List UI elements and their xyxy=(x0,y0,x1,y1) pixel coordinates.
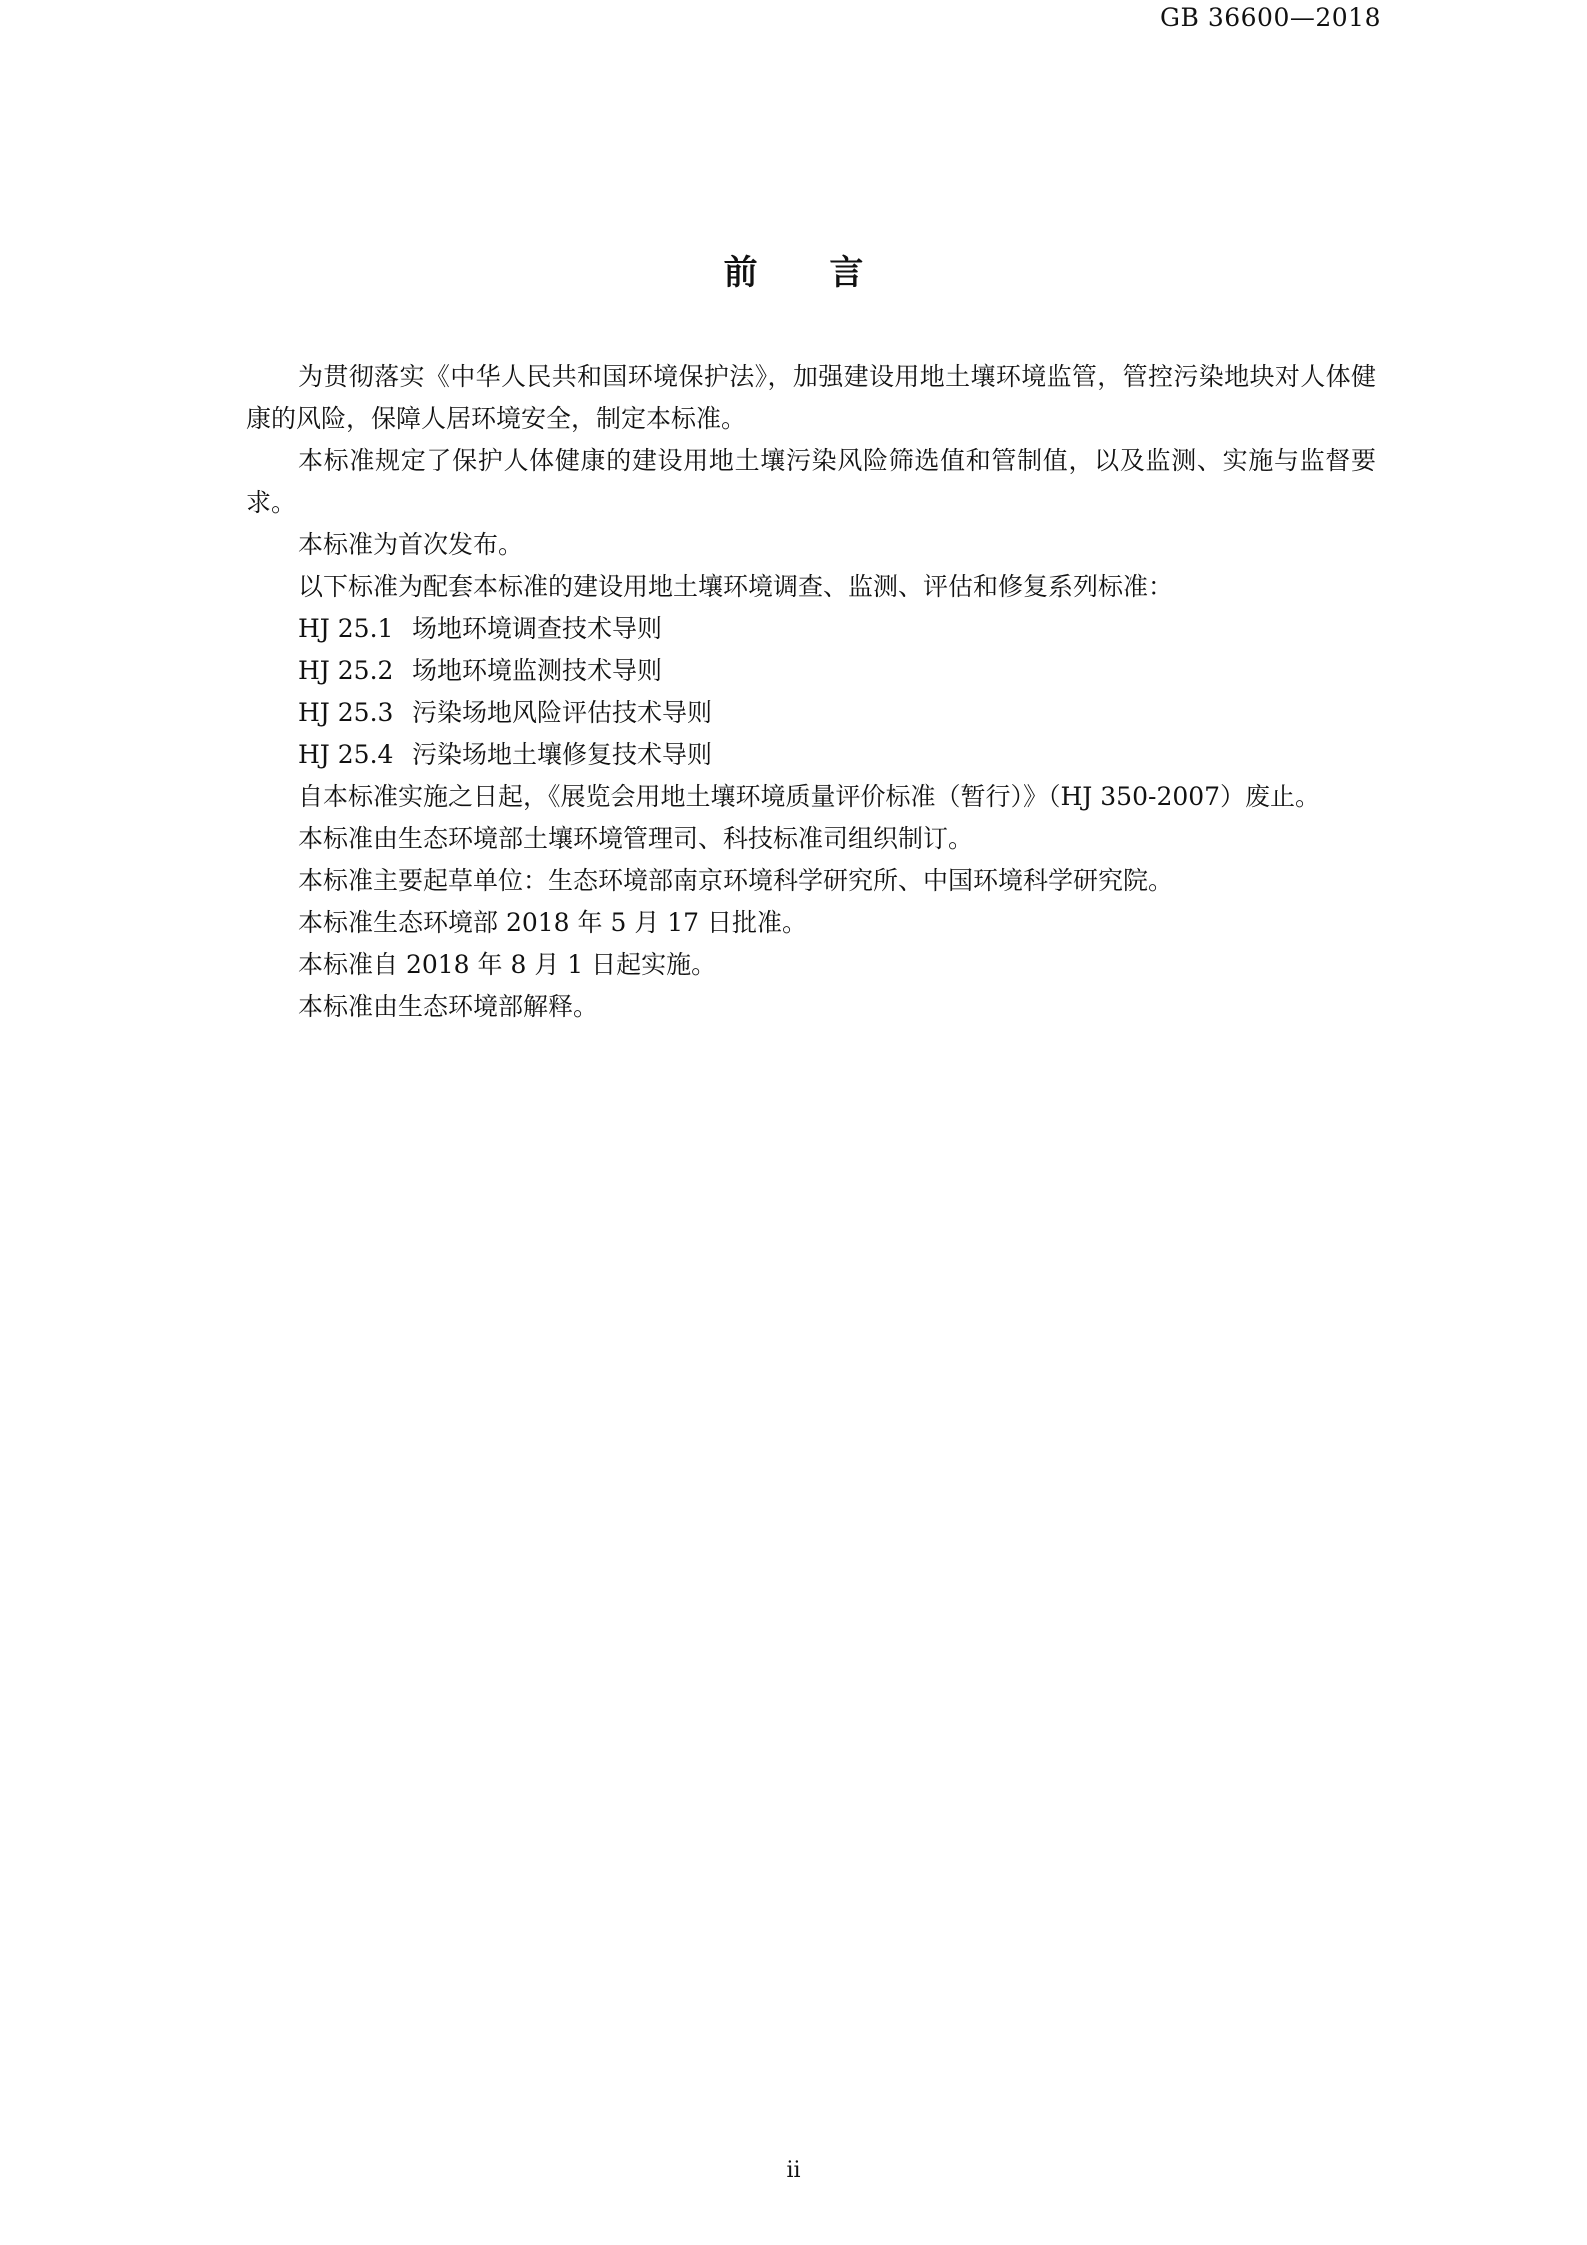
paragraph-scope: 本标准规定了保护人体健康的建设用地土壤污染风险筛选值和管制值，以及监测、实施与监督要求。 xyxy=(246,446,1376,517)
standard-code: HJ 25.2 xyxy=(298,656,394,685)
paragraph-effective-date: 本标准自 2018 年 8 月 1 日起实施。 xyxy=(298,950,717,979)
list-item xyxy=(246,692,1376,734)
standard-name: 场地环境调查技术导则 xyxy=(412,614,663,643)
standard-name: 污染场地风险评估技术导则 xyxy=(412,698,713,727)
paragraph-approval: 本标准生态环境部 2018 年 5 月 17 日批准。 xyxy=(298,908,808,937)
list-item xyxy=(246,608,1376,650)
page-title: 前 言 xyxy=(723,253,894,293)
standard-code: HJ 25.3 xyxy=(298,698,394,727)
related-standards-list xyxy=(246,608,1376,776)
paragraph-drafters: 本标准主要起草单位：生态环境部南京环境科学研究所、中国环境科学研究院。 xyxy=(298,866,1174,895)
foreword-body xyxy=(246,356,1376,1028)
paragraph-purpose: 为贯彻落实《中华人民共和国环境保护法》，加强建设用地土壤环境监管，管控污染地块对人体健康的风险，保障人居环境安全，制定本标准。 xyxy=(246,362,1376,433)
list-item xyxy=(246,734,1376,776)
paragraph-related-intro: 以下标准为配套本标准的建设用地土壤环境调查、监测、评估和修复系列标准： xyxy=(298,572,1174,601)
standard-code: HJ 25.1 xyxy=(298,614,394,643)
paragraph-interpretation: 本标准由生态环境部解释。 xyxy=(298,992,599,1021)
list-item xyxy=(246,650,1376,692)
paragraph-organizer: 本标准由生态环境部土壤环境管理司、科技标准司组织制订。 xyxy=(298,824,974,853)
paragraph-repeal: 自本标准实施之日起，《展览会用地土壤环境质量评价标准（暂行）》（HJ 350-2007）废止。 xyxy=(298,782,1321,811)
page-number: ii xyxy=(786,2158,801,2183)
standard-code: HJ 25.4 xyxy=(298,740,394,769)
paragraph-first-release: 本标准为首次发布。 xyxy=(298,530,524,559)
standard-name: 污染场地土壤修复技术导则 xyxy=(412,740,713,769)
standard-name: 场地环境监测技术导则 xyxy=(412,656,663,685)
standard-number: GB 36600—2018 xyxy=(1160,3,1381,32)
